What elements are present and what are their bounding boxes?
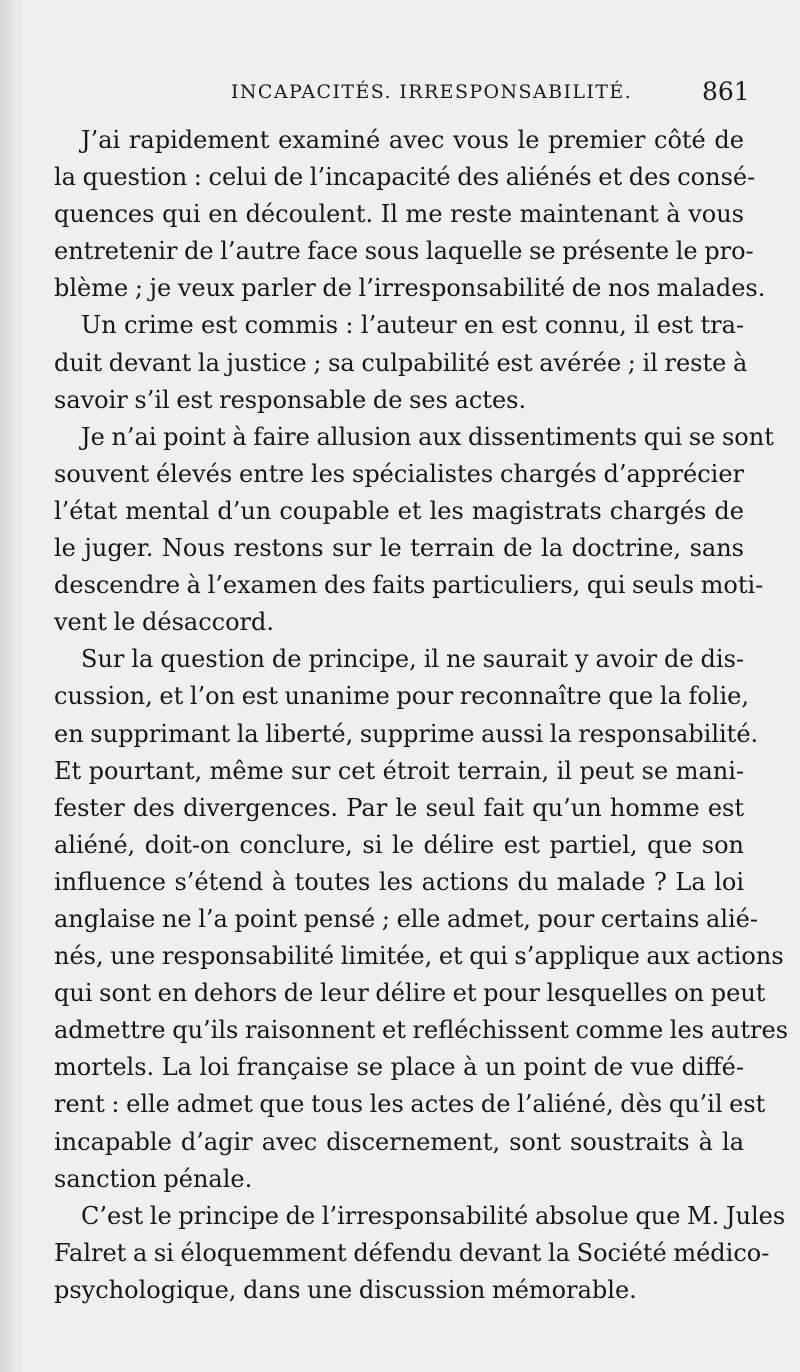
text-line: qui sont en dehors de leur délire et pour lesquelles on peut [54,979,766,1008]
text-line: anglaise ne l’a point pensé ; elle admet, pour certains alié- [54,904,758,933]
page-gutter-shadow [0,0,22,1372]
text-line: mortels. La loi française se place à un point de vue diffé- [54,1053,744,1082]
page-number: 861 [702,77,750,106]
text-line: Je n’ai point à faire allusion aux dissentiments qui se sont [81,422,774,451]
running-head: INCAPACITÉS. IRRESPONSABILITÉ. [231,81,633,103]
text-line: blème ; je veux parler de l’irresponsabilité de nos malades. [54,274,766,303]
text-line: l’état mental d’un coupable et les magistrats chargés de [54,496,744,525]
text-line: souvent élevés entre les spécialistes chargés d’apprécier [54,459,744,488]
text-line: sanction pénale. [54,1164,253,1193]
text-line: admettre qu’ils raisonnent et refléchissent comme les autres [54,1016,789,1045]
text-line: cussion, et l’on est unanime pour reconnaître que la folie, [54,682,749,711]
text-line: influence s’étend à toutes les actions du malade ? La loi [54,867,744,896]
text-line: en supprimant la liberté, supprime aussi la responsabilité. [54,719,759,748]
text-line: J’ai rapidement examiné avec vous le premier côté de [81,126,744,154]
text-line: duit devant la justice ; sa culpabilité est avérée ; il reste à [54,348,748,377]
text-line: aliéné, doit-on conclure, si le délire est partiel, que son [54,830,744,859]
text-line: Sur la question de principe, il ne saurait y avoir de dis- [81,645,744,674]
text-line: incapable d’agir avec discernement, sont soustraits à la [54,1127,744,1156]
body-text [54,122,789,1309]
text-line: C’est le principe de l’irresponsabilité absolue que M. Jules [81,1201,786,1230]
text-line: Un crime est commis : l’auteur en est connu, il est tra- [81,311,744,340]
text-line: Et pourtant, même sur cet étroit terrain, il peut se mani- [54,756,744,785]
text-line: savoir s’il est responsable de ses actes. [54,385,527,414]
text-line: entretenir de l’autre face sous laquelle se présente le pro- [54,237,754,266]
text-line: descendre à l’examen des faits particuliers, qui seuls moti- [54,571,764,600]
text-line: quences qui en découlent. Il me reste maintenant à vous [54,200,744,229]
page-header [0,77,800,111]
text-line: Falret a si éloquemment défendu devant la Société médico- [54,1238,770,1267]
text-line: la question : celui de l’incapacité des aliénés et des consé- [54,163,756,192]
text-line: fester des divergences. Par le seul fait qu’un homme est [54,793,744,822]
text-line: nés, une responsabilité limitée, et qui s’applique aux actions [54,942,784,971]
text-line: psychologique, dans une discussion mémorable. [54,1275,637,1304]
text-line: le juger. Nous restons sur le terrain de la doctrine, sans [54,534,744,563]
text-line: vent le désaccord. [54,608,274,637]
text-line: rent : elle admet que tous les actes de l’aliéné, dès qu’il est [54,1090,766,1119]
